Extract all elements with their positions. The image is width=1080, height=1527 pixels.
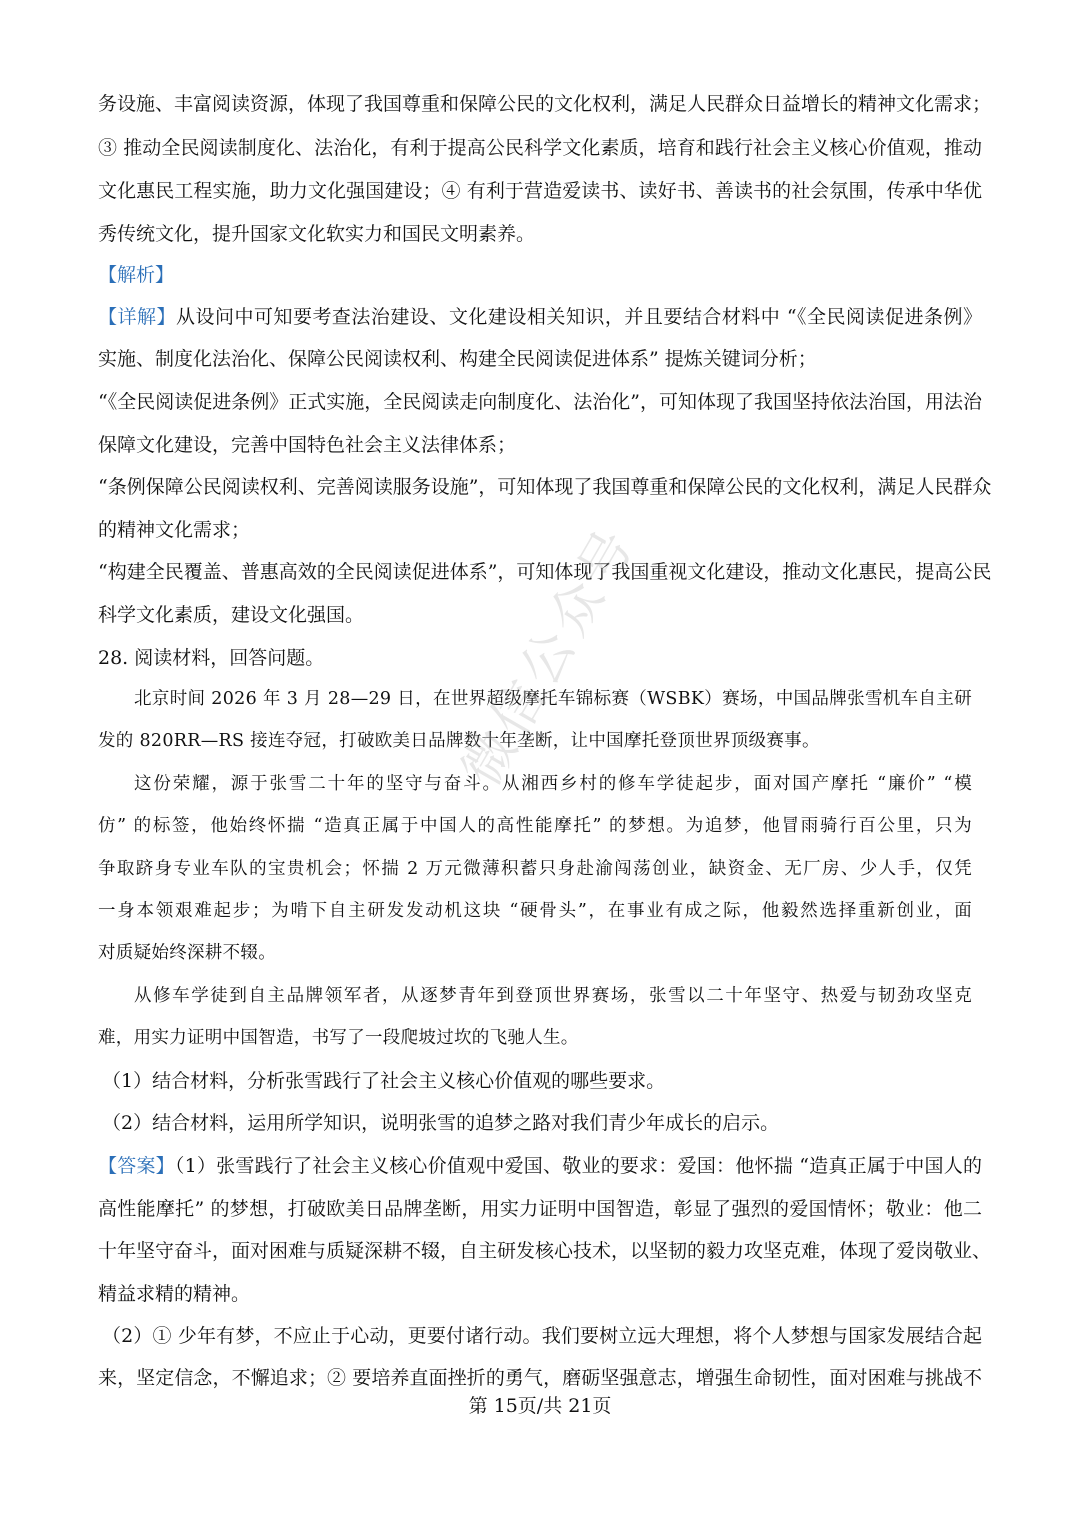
page-number: 第 15页/共 21页 — [468, 1395, 612, 1417]
material-line: 对质疑始终深耕不辍。 — [98, 943, 276, 963]
sub-question-2: （2）结合材料，运用所学知识，说明张雪的追梦之路对我们青少年成长的启示。 — [102, 1112, 780, 1134]
detail-tag: 【详解】 — [98, 306, 176, 328]
material-line: 从修车学徒到自主品牌领军者，从逐梦青年到登顶世界赛场，张雪以二十年坚守、热爱与韧劲攻坚克 — [134, 986, 972, 1006]
analysis-tag: 【解析】 — [98, 264, 175, 286]
answer-line — [98, 1153, 982, 1179]
text-line: 科学文化素质，建设文化强国。 — [98, 604, 365, 626]
sub-question-1: （1）结合材料，分析张雪践行了社会主义核心价值观的哪些要求。 — [102, 1070, 666, 1092]
question-28-heading: 28. 阅读材料，回答问题。 — [98, 647, 325, 669]
answer-text: （1）张雪践行了社会主义核心价值观中爱国、敬业的要求：爱国：他怀揣 “造真正属于中国人的 — [174, 1155, 982, 1177]
text-line: 实施、制度化法治化、保障公民阅读权利、构建全民阅读促进体系” 提炼关键词分析； — [98, 348, 817, 370]
answer-line: 来，坚定信念，不懈追求；② 要培养直面挫折的勇气，磨砺坚强意志，增强生命韧性，面对困难与挑战不 — [98, 1367, 982, 1389]
text-line: 文化惠民工程实施，助力文化强国建设；④ 有利于营造爱读书、读好书、善读书的社会氛围，传承中华优 — [98, 180, 982, 202]
text-line: “《全民阅读促进条例》正式实施，全民阅读走向制度化、法治化”，可知体现了我国坚持依法治国，用法治 — [98, 391, 982, 413]
text-line — [98, 304, 982, 330]
answer-line: 精益求精的精神。 — [98, 1283, 251, 1305]
material-line: 难，用实力证明中国智造，书写了一段爬坡过坎的飞驰人生。 — [98, 1028, 579, 1048]
text-line: “构建全民覆盖、普惠高效的全民阅读促进体系”，可知体现了我国重视文化建设，推动文化惠民，提高公民 — [98, 561, 992, 583]
text-line: ③ 推动全民阅读制度化、法治化，有利于提高公民科学文化素质，培育和践行社会主义核心价值观，推动 — [98, 137, 982, 159]
text-line: 秀传统文化，提升国家文化软实力和国民文明素养。 — [98, 223, 536, 245]
material-line: 争取跻身专业车队的宝贵机会；怀揣 2 万元微薄积蓄只身赴渝闯荡创业，缺资金、无厂房、少人手，仅凭 — [98, 859, 972, 879]
answer-line: （2）① 少年有梦，不应止于心动，更要付诸行动。我们要树立远大理想，将个人梦想与国家发展结合起 — [102, 1325, 982, 1347]
answer-tag: 【答案】 — [98, 1155, 175, 1177]
material-line: 北京时间 2026 年 3 月 28—29 日，在世界超级摩托车锦标赛（WSBK）赛场，中国品牌张雪机车自主研 — [134, 689, 972, 709]
watermark: 微信公众号 — [451, 515, 649, 797]
material-line: 发的 820RR—RS 接连夺冠，打破欧美日品牌数十年垄断，让中国摩托登顶世界顶级赛事。 — [98, 731, 820, 751]
answer-line: 高性能摩托” 的梦想，打破欧美日品牌垄断，用实力证明中国智造，彰显了强烈的爱国情怀；敬业：他二 — [98, 1198, 982, 1220]
text-line: 的精神文化需求； — [98, 519, 251, 541]
answer-line: 十年坚守奋斗，面对困难与质疑深耕不辍，自主研发核心技术，以坚韧的毅力攻坚克难，体现了爱岗敬业、 — [98, 1240, 992, 1262]
material-line: 一身本领艰难起步；为啃下自主研发发动机这块 “硬骨头”，在事业有成之际，他毅然选择重新创业，面 — [98, 901, 972, 921]
analysis-heading — [98, 262, 982, 288]
text-line: “条例保障公民阅读权利、完善阅读服务设施”，可知体现了我国尊重和保障公民的文化权利，满足人民群众 — [98, 476, 992, 498]
text-line: 保障文化建设，完善中国特色社会主义法律体系； — [98, 434, 517, 456]
material-line: 仿” 的标签，他始终怀揣 “造真正属于中国人的高性能摩托” 的梦想。为追梦，他冒雨骑行百公里，只为 — [98, 816, 972, 836]
text-line: 务设施、丰富阅读资源，体现了我国尊重和保障公民的文化权利，满足人民群众日益增长的精神文化需求； — [98, 93, 992, 115]
detail-text: 从设问中可知要考查法治建设、文化建设相关知识，并且要结合材料中 “《全民阅读促进条例》 — [175, 306, 982, 328]
material-line: 这份荣耀，源于张雪二十年的坚守与奋斗。从湘西乡村的修车学徒起步，面对国产摩托 “廉价” “模 — [134, 774, 972, 794]
